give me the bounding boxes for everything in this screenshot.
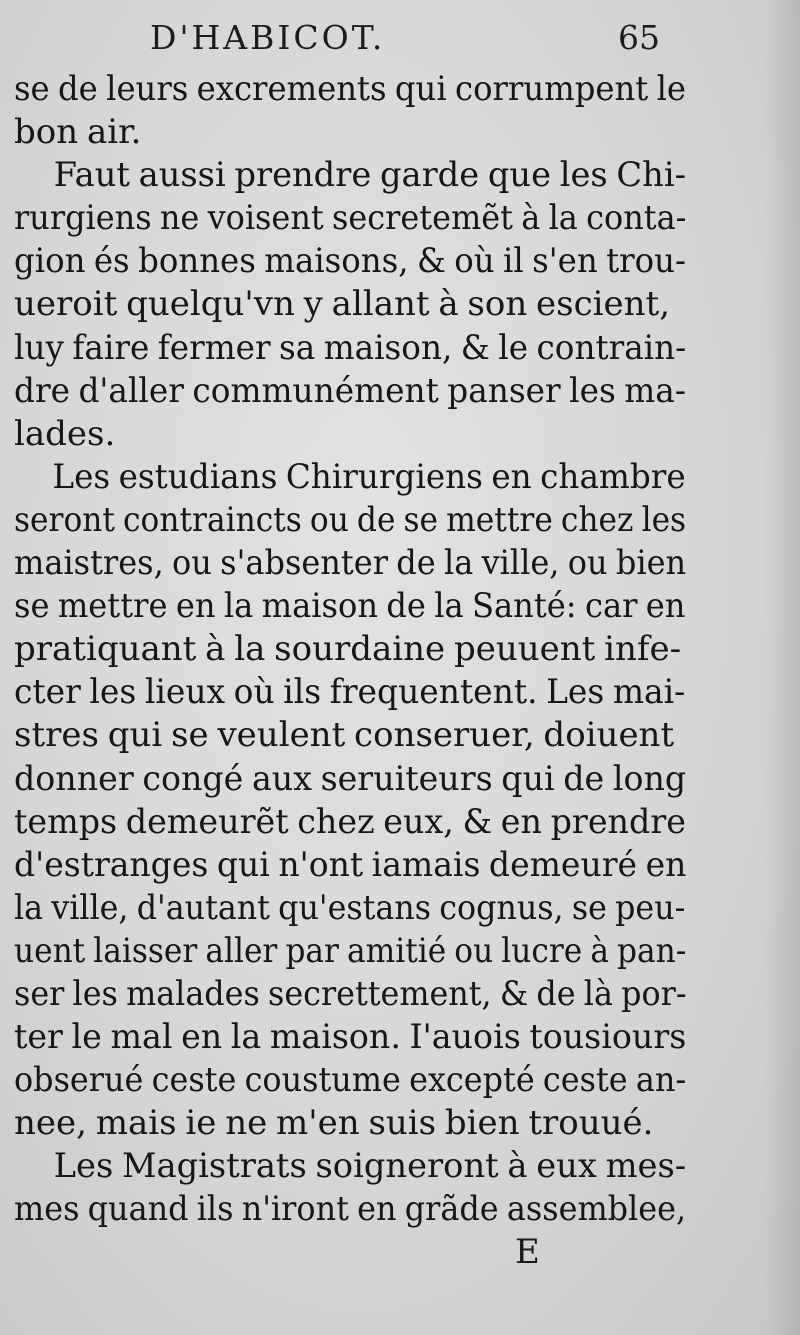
text-line: obserué ceste coustume excepté ceste an- [14, 1060, 687, 1101]
paragraph-first-line: Faut aussi prendre garde que les Chi- [53, 155, 686, 196]
text-line: cter les lieux où ils frequentent. Les mai- [14, 672, 686, 713]
page-number: 65 [618, 18, 660, 57]
text-line: seront contraincts ou de se mettre chez les [14, 499, 687, 540]
text-line: luy faire fermer sa maison, & le contrain- [14, 327, 687, 368]
text-line: ter le mal en la maison. I'auois tousiours [14, 1017, 687, 1058]
text-line: mes quand ils n'iront en grãde assemblee, [14, 1189, 687, 1230]
running-title: D'HABICOT. [150, 18, 386, 57]
text-line: donner congé aux seruiteurs qui de long [14, 758, 687, 799]
page-header [150, 18, 670, 68]
text-line: bon air. [14, 112, 142, 153]
text-line: maistres, ou s'absenter de la ville, ou bien [14, 543, 687, 584]
text-line: rurgiens ne voisent secretemẽt à la conta- [14, 198, 687, 239]
text-line: temps demeurẽt chez eux, & en prendre [14, 801, 686, 842]
text-line: la ville, d'autant qu'estans cognus, se peu- [14, 887, 686, 928]
text-line: nee, mais ie ne m'en suis bien trouué. [14, 1103, 654, 1144]
body-text [14, 68, 686, 1232]
text-line: se mettre en la maison de la Santé: car en [14, 586, 686, 627]
paragraph-first-line: Les estudians Chirurgiens en chambre [52, 456, 686, 497]
text-line: gion és bonnes maisons, & où il s'en trou- [14, 241, 686, 282]
signature-mark: E [515, 1232, 540, 1272]
text-line: uent laisser aller par amitié ou lucre à pan- [14, 930, 687, 971]
text-line: se de leurs excrements qui corrumpent le [14, 69, 686, 109]
text-line: pratiquant à la sourdaine peuuent infe- [14, 629, 682, 670]
text-line: lades. [14, 413, 116, 454]
text-line: ser les malades secrettement, & de là por- [14, 973, 687, 1014]
text-line: ueroit quelqu'vn y allant à son escient, [14, 284, 671, 325]
text-line: dre d'aller communément panser les ma- [14, 370, 686, 411]
paragraph-first-line: Les Magistrats soigneront à eux mes- [53, 1146, 687, 1187]
text-line: stres qui se veulent conseruer, doiuent [14, 715, 675, 756]
text-line: d'estranges qui n'ont iamais demeuré en [14, 844, 687, 885]
